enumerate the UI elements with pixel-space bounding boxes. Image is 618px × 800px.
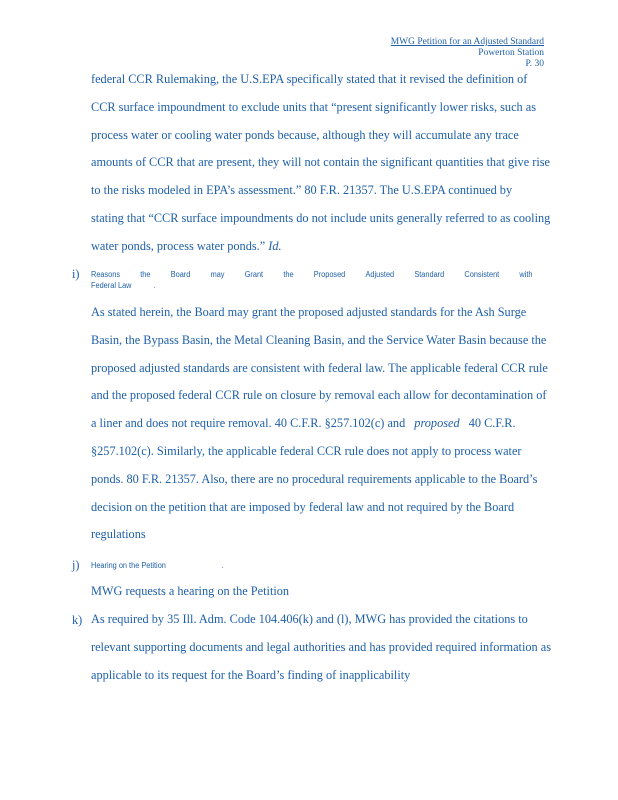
section-j-label: j) <box>72 558 80 572</box>
header-page-number: P. 30 <box>525 59 544 69</box>
text-line: decision on the petition that are imposed by federal law and not required by the Board <box>91 499 515 514</box>
heading-word: may <box>210 270 225 279</box>
heading-word: Adjusted <box>365 270 395 279</box>
section-i-label: i) <box>72 267 80 281</box>
text-line: regulations <box>91 527 146 542</box>
citation-id: Id. <box>268 238 282 253</box>
text-line: to the risks modeled in EPA’s assessment.” 80 F.R. 21357. The U.S.EPA continued by <box>91 183 513 198</box>
text-segment: water ponds, process water ponds.” <box>91 238 266 253</box>
section-i-heading <box>91 270 533 291</box>
text-line: process water or cooling water ponds because, although they will accumulate any trace <box>91 127 519 142</box>
heading-word: Federal Law <box>91 280 132 290</box>
heading-row <box>91 281 505 292</box>
section-i-body <box>91 299 596 549</box>
text-line: Basin, the Bypass Basin, the Metal Cleaning Basin, and the Service Water Basin because the <box>91 332 547 347</box>
header-station: Powerton Station <box>478 48 544 58</box>
section-k-label: k) <box>72 613 83 627</box>
text-segment: 40 C.F.R. <box>468 416 516 431</box>
heading-word: with <box>519 270 533 279</box>
heading-word: Board <box>170 270 191 279</box>
section-k-body <box>91 606 596 689</box>
text-line: federal CCR Rulemaking, the U.S.EPA specifically stated that it revised the definition of <box>91 72 528 86</box>
heading-word: the <box>283 270 294 279</box>
text-line: relevant supporting documents and legal authorities and has provided required information as <box>91 639 551 654</box>
text-line: ponds. 80 F.R. 21357. Also, there are no procedural requirements applicable to the Board’s <box>91 471 538 486</box>
heading-word: Standard <box>414 270 445 279</box>
heading-word: the <box>140 270 151 279</box>
text-line: MWG requests a hearing on the Petition <box>91 584 290 598</box>
text-line: stating that “CCR surface impoundments do not include units generally referred to as cooling <box>91 210 551 225</box>
heading-row <box>91 270 533 281</box>
text-line: amounts of CCR that are present, they will not contain the significant quantities that give rise <box>91 155 550 170</box>
heading-period: . <box>221 561 224 570</box>
text-line: and the proposed federal CCR rule on closure by removal each allow for decontamination of <box>91 388 547 403</box>
header-title: MWG Petition for an Adjusted Standard <box>390 37 544 47</box>
section-j-heading <box>91 561 505 572</box>
text-line: proposed adjusted standards are consistent with federal law. The applicable federal CCR rule <box>91 360 548 375</box>
text-line: §257.102(c). Similarly, the applicable federal CCR rule does not apply to process water <box>91 443 522 458</box>
heading-period: . <box>153 280 156 290</box>
heading-word: Grant <box>244 270 264 279</box>
text-line: As stated herein, the Board may grant the proposed adjusted standards for the Ash Surge <box>91 305 527 319</box>
text-line: As required by 35 Ill. Adm. Code 104.406(k) and (l), MWG has provided the citations to <box>91 612 528 626</box>
heading-word: Reasons <box>91 270 121 279</box>
heading-word: Proposed <box>313 270 346 279</box>
intro-paragraph <box>91 66 596 261</box>
text-line: CCR surface impoundment to exclude units that “present significantly lower risks, such as <box>91 99 536 114</box>
text-line: applicable to its request for the Board’s finding of inapplicability <box>91 667 411 682</box>
text-segment: a liner and does not require removal. 40 C.F.R. §257.102(c) and <box>91 416 406 431</box>
text-line <box>91 410 596 438</box>
text-italic: proposed <box>414 416 460 431</box>
heading-text: Hearing on the Petition <box>91 561 166 570</box>
heading-word: Consistent <box>464 270 500 279</box>
section-j-body <box>91 578 596 606</box>
text-line <box>91 233 596 261</box>
